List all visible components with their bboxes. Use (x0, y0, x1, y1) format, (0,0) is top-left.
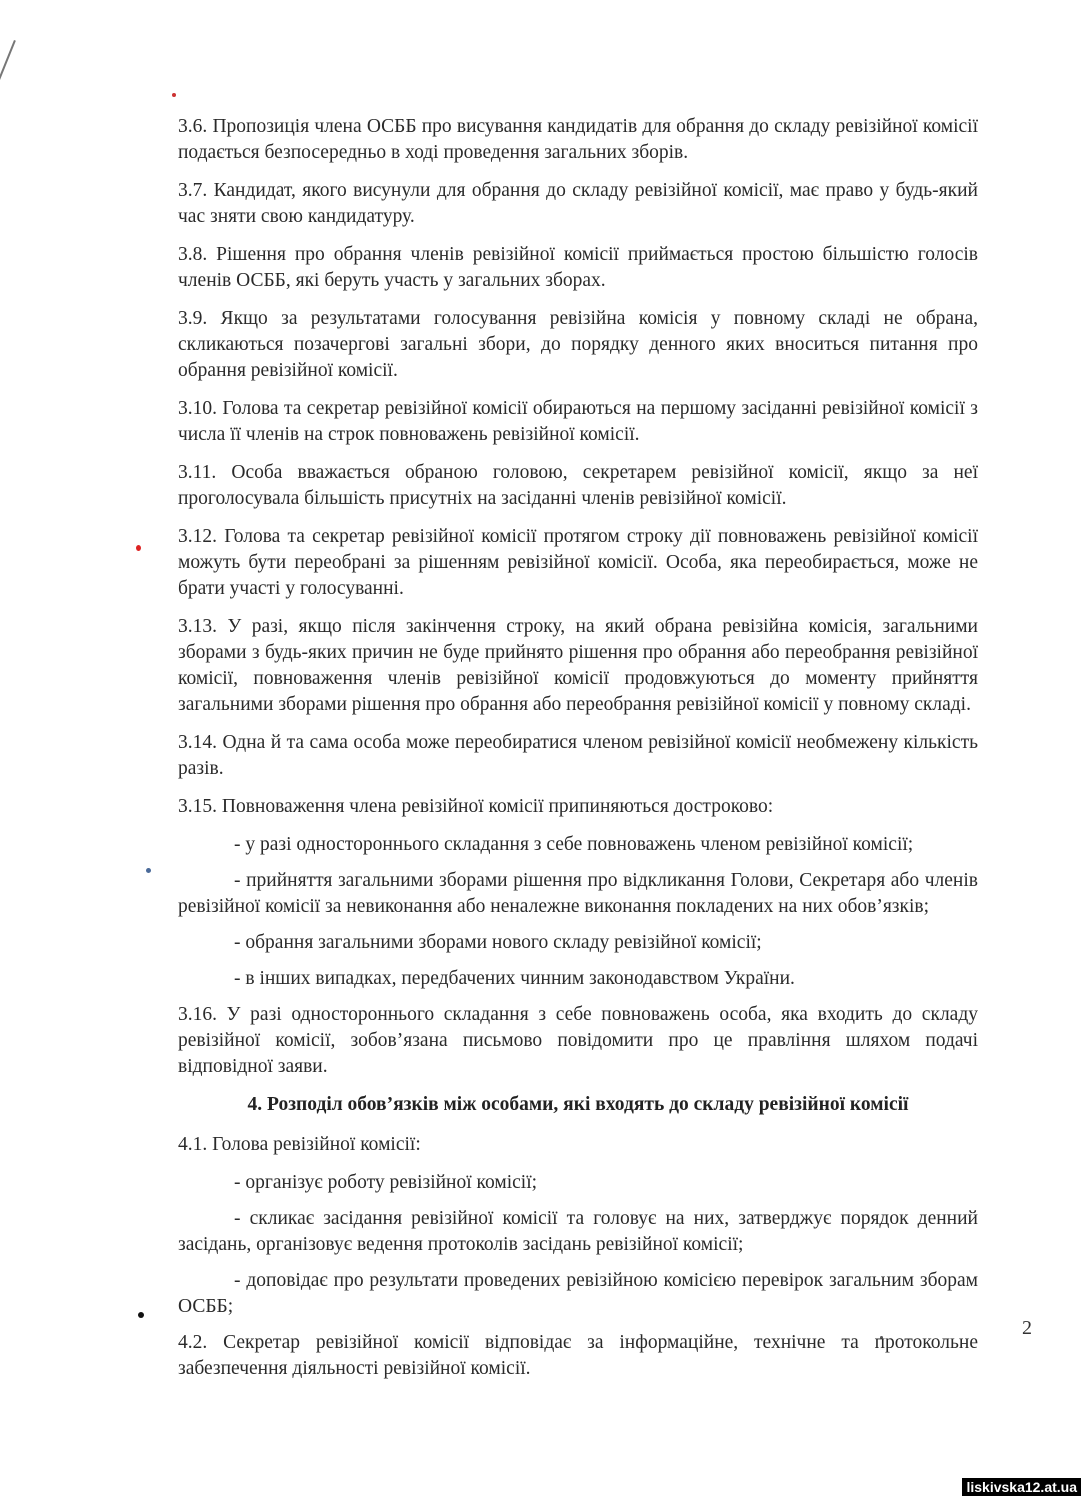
paragraph-3-15-item: - обрання загальними зборами нового складу ревізійної комісії; (234, 932, 762, 953)
document-body (178, 114, 978, 1394)
paragraph-3-15-item: - у разі одностороннього складання з себе повноважень членом ревізійної комісії; (234, 834, 914, 855)
paragraph-3-12: 3.12. Голова та секретар ревізійної комісії протягом строку дії повноважень ревізійної комісії можуть бути переобрані за рішенням ревізійної комісії. Особа, яка переобирається, може не брати участі у голосуванні. (178, 526, 978, 599)
paragraph-3-6: 3.6. Пропозиція члена ОСББ про висування кандидатів для обрання до складу ревізійної комісії подається безпосередньо в ході проведення загальних зборів. (178, 116, 978, 163)
scan-speck (146, 868, 151, 873)
paragraph-3-13: 3.13. У разі, якщо після закінчення строку, на який обрана ревізійна комісія, загальними зборами з будь-яких причин не буде прийнято рішення про обрання або переобрання ревізійної комісії, повноваження членів ревізійної комісії продовжуються до моменту прийняття загальними зборами рішення про обрання або переобрання ревізійної комісії у повному складі. (178, 616, 978, 715)
paragraph-3-15-item: - в інших випадках, передбачених чинним законодавством України. (234, 968, 795, 989)
paragraph-3-14: 3.14. Одна й та сама особа може переобиратися членом ревізійної комісії необмежену кількість разів. (178, 732, 978, 779)
paragraph-4-1: 4.1. Голова ревізійної комісії: (178, 1134, 421, 1155)
paragraph-3-15-item: - прийняття загальними зборами рішення про відкликання Голови, Секретаря або членів ревізійної комісії за невиконання або неналежне виконання покладених на них обов’язків; (178, 870, 978, 917)
page-number: 2 (1022, 1317, 1032, 1339)
paragraph-4-1-item: - організує роботу ревізійної комісії; (234, 1172, 538, 1193)
paragraph-4-1-item: - доповідає про результати проведених ревізійною комісією перевірок загальним зборам ОСББ; (178, 1270, 978, 1317)
scan-speck (138, 1312, 144, 1318)
paragraph-3-8: 3.8. Рішення про обрання членів ревізійної комісії приймається простою більшістю голосів членів ОСББ, які беруть участь у загальних зборах. (178, 244, 978, 291)
paragraph-4-1-item: - скликає засідання ревізійної комісії та головує на них, затверджує порядок денний засідань, організовує ведення протоколів засідань ревізійної комісії; (178, 1208, 978, 1255)
section-4-heading: 4. Розподіл обов’язків між особами, які входять до складу ревізійної комісії (247, 1094, 909, 1115)
scan-speck (172, 93, 176, 97)
scan-speck (136, 545, 141, 551)
paragraph-3-11: 3.11. Особа вважається обраною головою, секретарем ревізійної комісії, якщо за неї проголосувала більшість присутніх на засіданні членів ревізійної комісії. (178, 462, 978, 509)
paragraph-3-15: 3.15. Повноваження члена ревізійної комісії припиняються достроково: (178, 796, 774, 817)
paragraph-3-10: 3.10. Голова та секретар ревізійної комісії обираються на першому засіданні ревізійної комісії з числа її членів на строк повноважень ревізійної комісії. (178, 398, 978, 445)
paragraph-3-16: 3.16. У разі одностороннього складання з себе повноважень особа, яка входить до складу ревізійної комісії, зобов’язана письмово повідомити про це правління шляхом подачі відповідної заяви. (178, 1004, 978, 1077)
scan-artifact (0, 40, 16, 106)
paragraph-4-2: 4.2. Секретар ревізійної комісії відповідає за інформаційне, технічне та протокольне забезпечення діяльності ревізійної комісії. (178, 1332, 978, 1379)
paragraph-3-7: 3.7. Кандидат, якого висунули для обрання до складу ревізійної комісії, має право у будь-який час зняти свою кандидатуру. (178, 180, 978, 227)
watermark: liskivska12.at.ua (962, 1478, 1081, 1496)
paragraph-3-9: 3.9. Якщо за результатами голосування ревізійна комісія у повному складі не обрана, скликаються позачергові загальні збори, до порядку денного яких вноситься питання про обрання ревізійної комісії. (178, 308, 978, 381)
